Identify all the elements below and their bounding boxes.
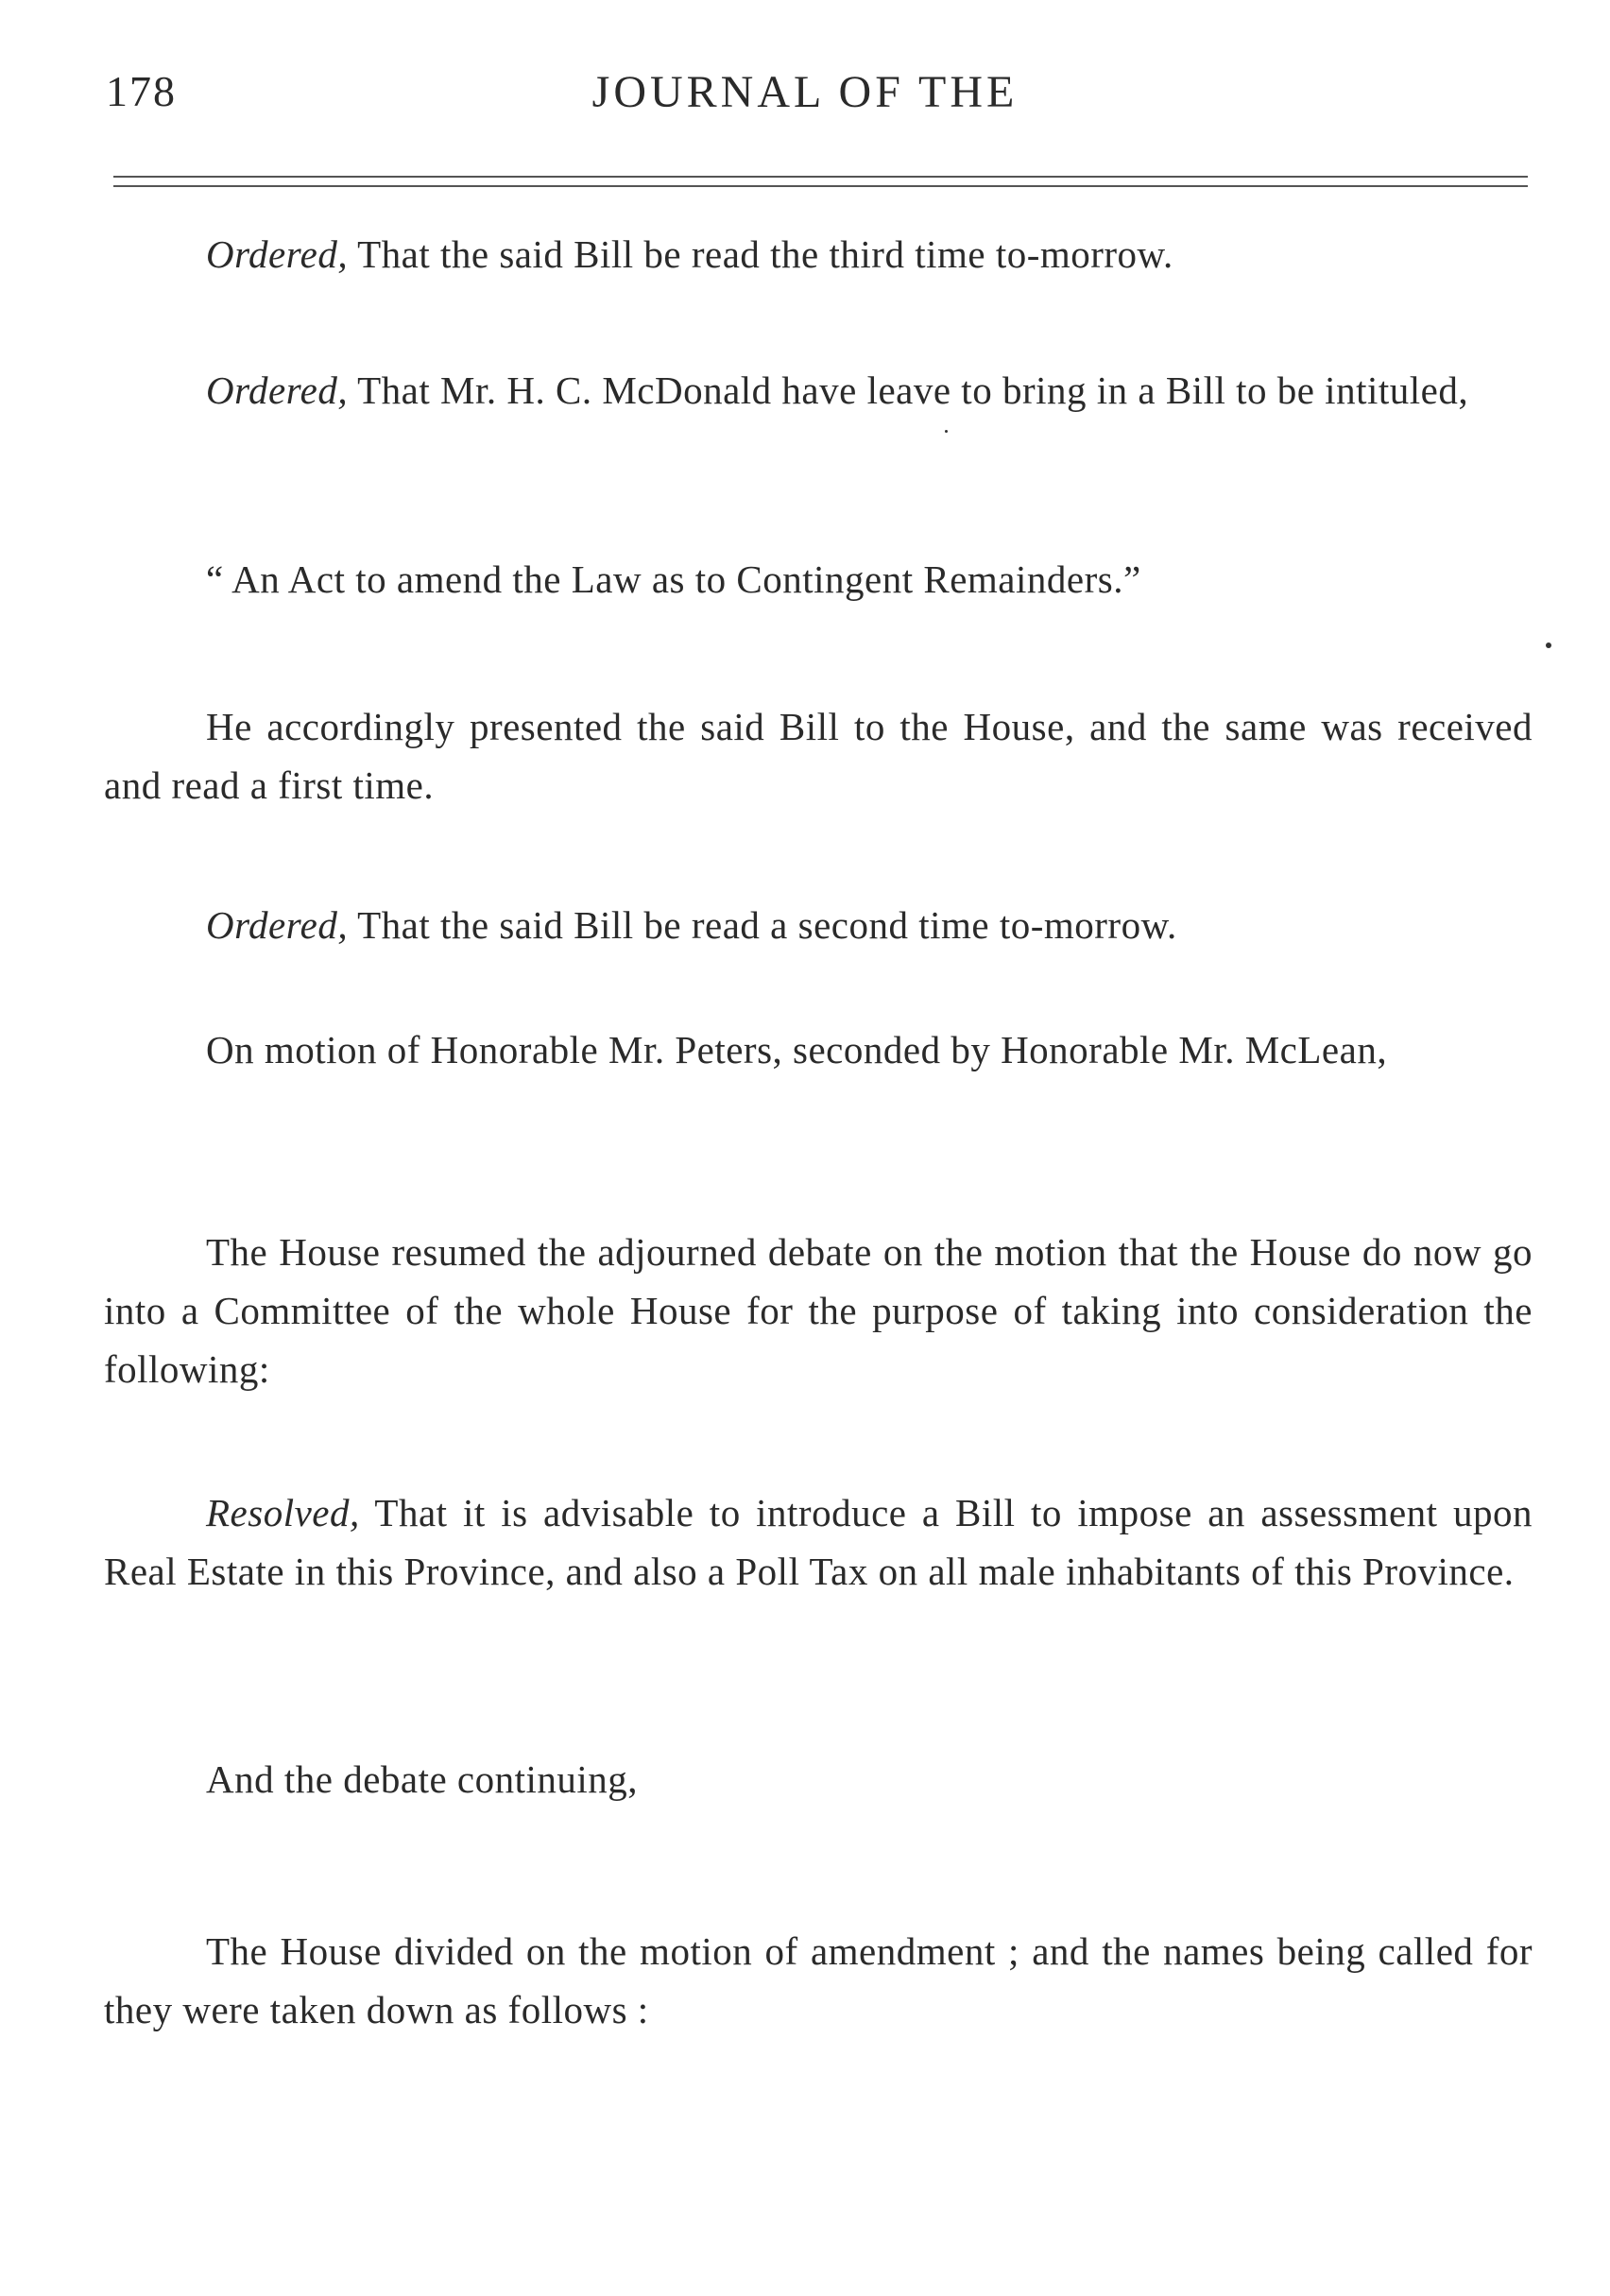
paragraph-presented xyxy=(104,697,1533,814)
paragraph-lead: Ordered, xyxy=(206,903,349,947)
print-speck xyxy=(945,430,948,433)
paragraph-division xyxy=(104,1922,1533,2039)
header-rule-bottom xyxy=(113,185,1528,187)
paragraph-resolved xyxy=(104,1483,1533,1601)
print-speck xyxy=(1546,643,1551,648)
paragraph-lead: Ordered, xyxy=(206,368,349,412)
paragraph-text: That it is advisable to introduce a Bill to impose an assessment upon Real Estate in this Province, and also a Poll Tax on all male inhabitants of this Province. xyxy=(104,1491,1533,1593)
paragraph-bill-title xyxy=(104,550,1533,608)
page-number: 178 xyxy=(106,67,177,115)
paragraph-ordered-second-reading xyxy=(104,896,1533,954)
paragraph-text: The House divided on the motion of amendment ; and the names being called for they were taken down as follows : xyxy=(104,1929,1533,2031)
running-head: JOURNAL OF THE xyxy=(591,67,1019,117)
header-rule-top xyxy=(113,176,1528,178)
paragraph-debate-continuing xyxy=(104,1750,1533,1808)
bill-title: “ An Act to amend the Law as to Contingent Remainders.” xyxy=(206,557,1141,601)
paragraph-ordered-leave-bill xyxy=(104,361,1533,420)
paragraph-text: That the said Bill be read a second time to-morrow. xyxy=(348,903,1177,947)
paragraph-motion xyxy=(104,1020,1533,1079)
paragraph-text: And the debate continuing, xyxy=(206,1757,639,1801)
paragraph-text: He accordingly presented the said Bill to the House, and the same was received and read a first time. xyxy=(104,705,1533,807)
paragraph-text: On motion of Honorable Mr. Peters, seconded by Honorable Mr. McLean, xyxy=(206,1028,1388,1071)
paragraph-ordered-third-reading xyxy=(104,225,1533,283)
paragraph-lead: Ordered, xyxy=(206,232,349,276)
paragraph-text: The House resumed the adjourned debate on the motion that the House do now go into a Committee of the whole House for the purpose of taking into consideration the following: xyxy=(104,1230,1533,1391)
paragraph-text: That the said Bill be read the third time to-morrow. xyxy=(348,232,1173,276)
paragraph-text: That Mr. H. C. McDonald have leave to bring in a Bill to be intituled, xyxy=(348,368,1469,412)
paragraph-resumed-debate xyxy=(104,1223,1533,1398)
paragraph-lead: Resolved, xyxy=(206,1491,360,1534)
